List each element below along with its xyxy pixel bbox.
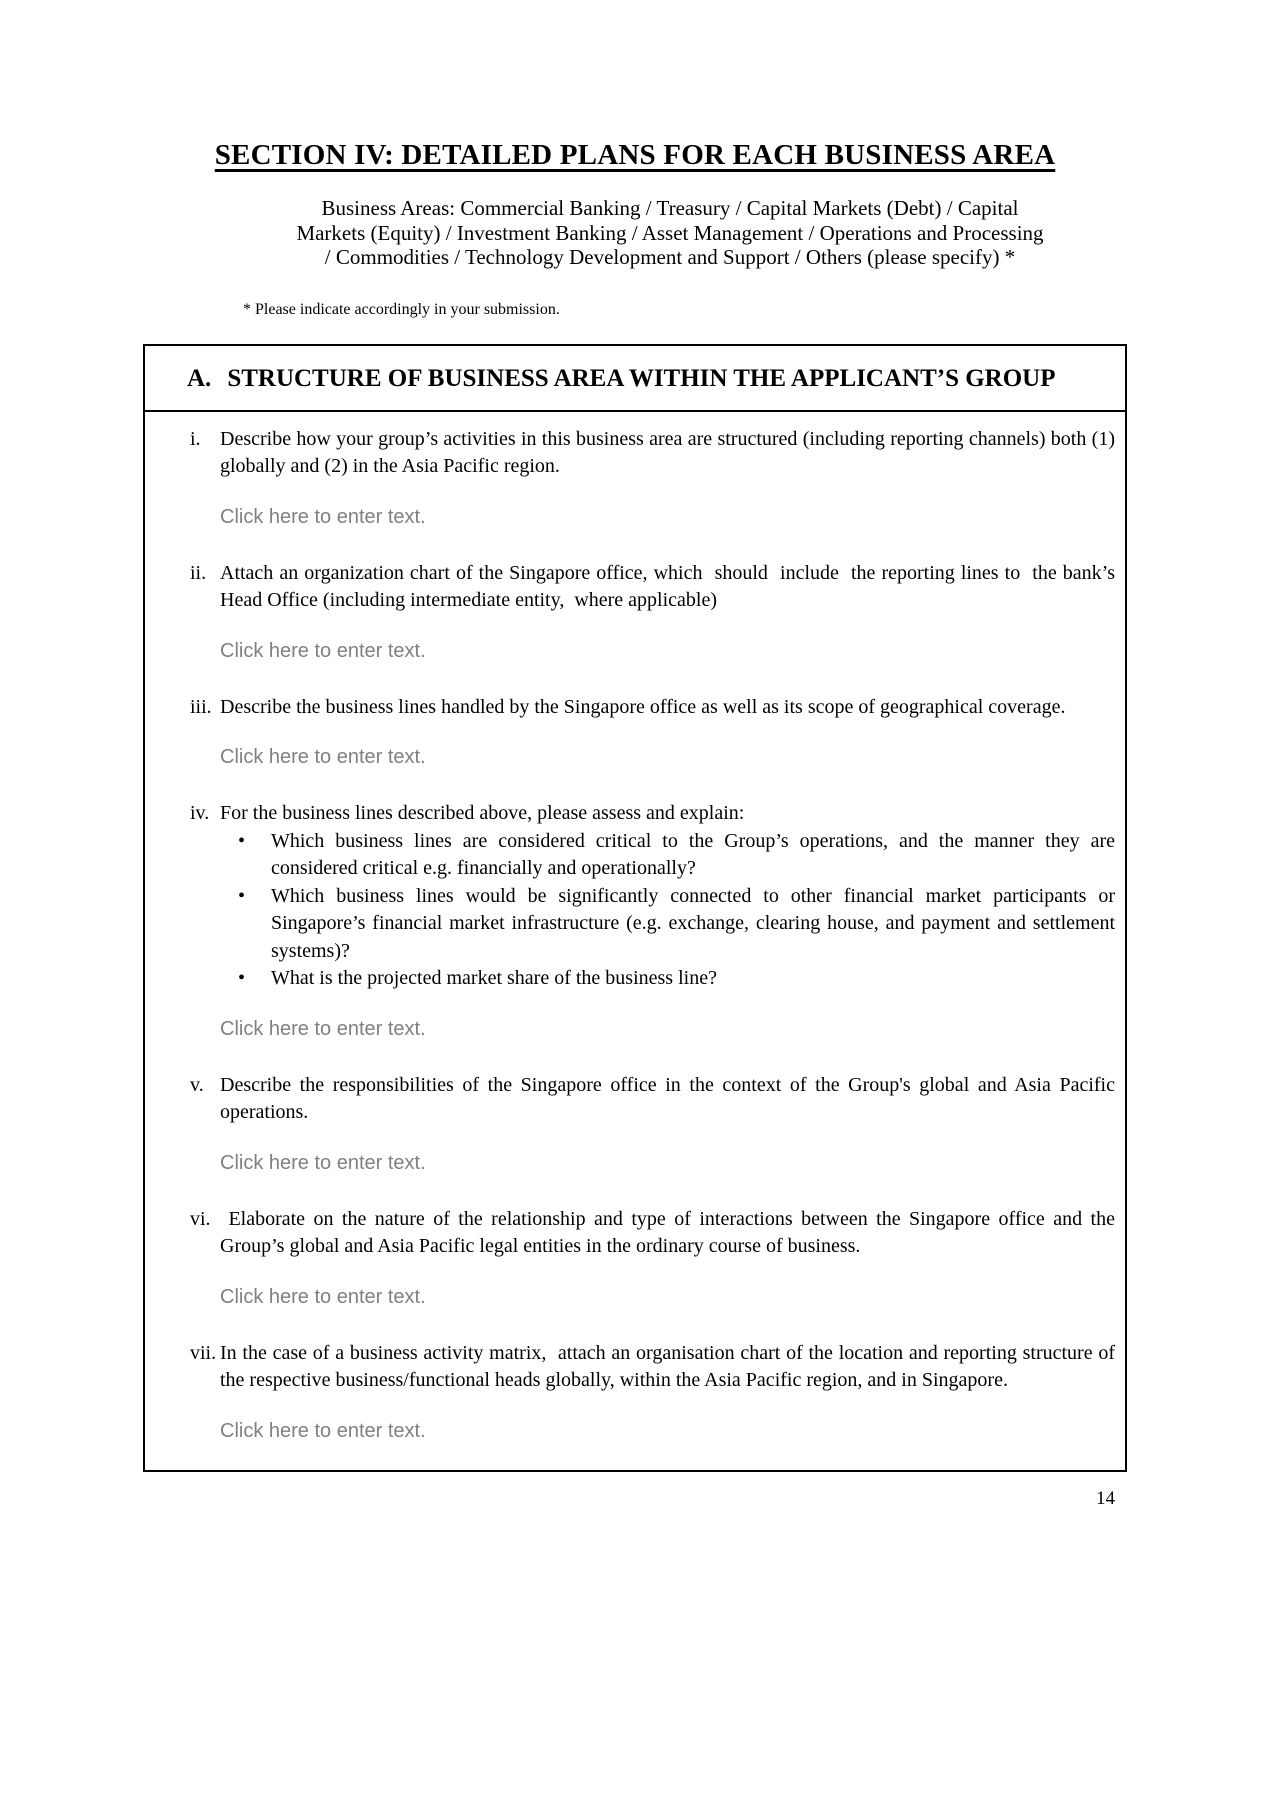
question-text: vi. Elaborate on the nature of the relationship and type of interactions between the Singapore office and the Group’s global and Asia Pacific legal entities in the ordinary course of business. — [190, 1206, 1115, 1261]
question-item-i — [190, 426, 1120, 530]
section-label: A. — [187, 364, 212, 392]
question-item-v — [190, 1072, 1120, 1176]
question-numeral: ii. — [190, 561, 207, 584]
bullet-list — [190, 828, 1120, 993]
section-a-body — [145, 412, 1125, 1444]
text-entry-field[interactable]: Click here to enter text. — [220, 1017, 426, 1040]
section-heading: STRUCTURE OF BUSINESS AREA WITHIN THE APPLICANT’S GROUP — [227, 364, 1056, 392]
question-numeral: v. — [190, 1073, 204, 1096]
section-a-header — [145, 346, 1125, 412]
question-text: iii. Describe the business lines handled by the Singapore office as well as its scope of geographical coverage. — [190, 694, 1115, 722]
asterisk-footnote: * Please indicate accordingly in your submission. — [243, 300, 560, 318]
bullet-icon: • — [238, 884, 246, 907]
question-text: ii. Attach an organization chart of the Singapore office, which should include the reporting lines to the bank’s Head Office (including intermediate entity, where applicable) — [190, 560, 1115, 615]
question-numeral: i. — [190, 427, 201, 450]
question-text: iv. For the business lines described above, please assess and explain: — [190, 800, 1115, 828]
bullet-icon: • — [238, 829, 246, 852]
question-text: vii. In the case of a business activity matrix, attach an organisation chart of the location and reporting structure of the respective business/functional heads globally, within the Asia Pacific region, and in Singapore. — [190, 1340, 1115, 1395]
text-entry-field[interactable]: Click here to enter text. — [220, 505, 426, 528]
list-item: • Which business lines would be significantly connected to other financial market participants or Singapore’s financial market infrastructure (e.g. exchange, clearing house, and payment and settlement systems)? — [238, 883, 1115, 966]
question-item-vii — [190, 1340, 1120, 1444]
business-areas-subtitle — [213, 196, 1127, 270]
question-numeral: vii. — [190, 1341, 217, 1364]
text-entry-field[interactable]: Click here to enter text. — [220, 639, 426, 662]
bullet-icon: • — [238, 967, 246, 989]
section-a-table — [143, 344, 1127, 1472]
question-item-iii — [190, 694, 1115, 771]
list-item: • What is the projected market share of the business line? — [238, 965, 1115, 993]
question-numeral: iii. — [190, 695, 212, 718]
text-entry-field[interactable]: Click here to enter text. — [220, 746, 426, 768]
question-text: i. Describe how your group’s activities in this business area are structured (including reporting channels) both (1) globally and (2) in the Asia Pacific region. — [190, 426, 1115, 481]
text-entry-field[interactable]: Click here to enter text. — [220, 1285, 426, 1308]
question-numeral: vi. — [190, 1207, 211, 1230]
text-entry-field[interactable]: Click here to enter text. — [220, 1151, 426, 1174]
question-item-iv — [190, 800, 1120, 1042]
question-text: v. Describe the responsibilities of the Singapore office in the context of the Group's global and Asia Pacific operations. — [190, 1072, 1115, 1127]
page-number: 14 — [1096, 1487, 1115, 1509]
question-item-ii — [190, 560, 1125, 664]
page-title: SECTION IV: DETAILED PLANS FOR EACH BUSINESS AREA — [214, 139, 1056, 171]
text-entry-field[interactable]: Click here to enter text. — [220, 1419, 426, 1442]
subtitle-line: / Commodities / Technology Development and Support / Others (please specify) * — [324, 245, 1016, 269]
subtitle-line: Markets (Equity) / Investment Banking / Asset Management / Operations and Processing — [296, 220, 1044, 245]
question-numeral: iv. — [190, 802, 210, 824]
list-item: • Which business lines are considered critical to the Group’s operations, and the manner they are considered critical e.g. financially and operationally? — [238, 828, 1115, 883]
question-item-vi — [190, 1206, 1120, 1310]
subtitle-line: Business Areas: Commercial Banking / Treasury / Capital Markets (Debt) / Capital — [321, 196, 1019, 220]
